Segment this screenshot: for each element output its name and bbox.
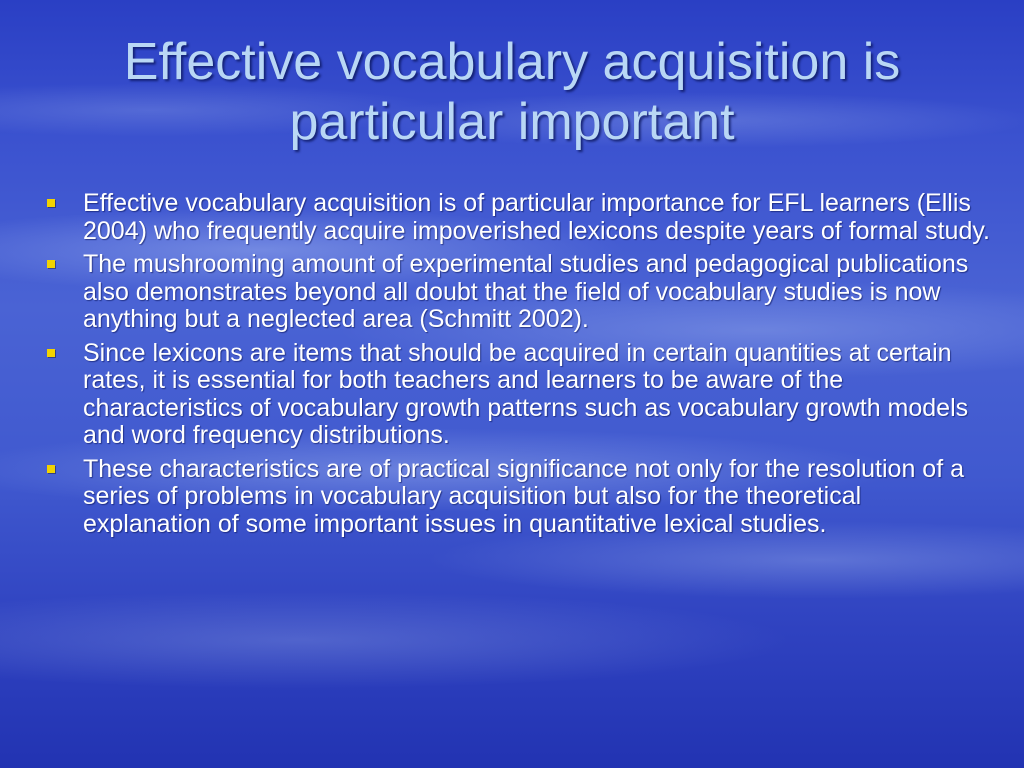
square-bullet-icon (47, 349, 55, 357)
square-bullet-icon (47, 260, 55, 268)
bullet-text: Since lexicons are items that should be acquired in certain quantities at certain rates, it is essential for both teachers and learners to be aware of the characteristics of vocabulary growth patterns such as vocabulary growth models and word frequency distributions. (83, 338, 969, 449)
square-bullet-icon (47, 199, 55, 207)
bullet-text: Effective vocabulary acquisition is of particular importance for EFL learners (Ellis 2004) who frequently acquire impoverished lexicons despite years of formal study. (83, 189, 990, 245)
slide-title: Effective vocabulary acquisition is particular important (123, 33, 901, 151)
bullet-item (44, 340, 992, 450)
bullet-item (44, 190, 992, 245)
bullet-text: These characteristics are of practical significance not only for the resolution of a series of problems in vocabulary acquisition but also for the theoretical explanation of some important issues in quantitative lexical studies. (83, 454, 964, 538)
bullet-list (44, 190, 992, 544)
bullet-text: The mushrooming amount of experimental studies and pedagogical publications also demonstrates beyond all doubt that the field of vocabulary studies is now anything but a neglected area (Schmitt 2002). (83, 250, 969, 333)
bullet-item (44, 251, 992, 334)
square-bullet-icon (47, 465, 55, 473)
bullet-item (44, 456, 992, 539)
